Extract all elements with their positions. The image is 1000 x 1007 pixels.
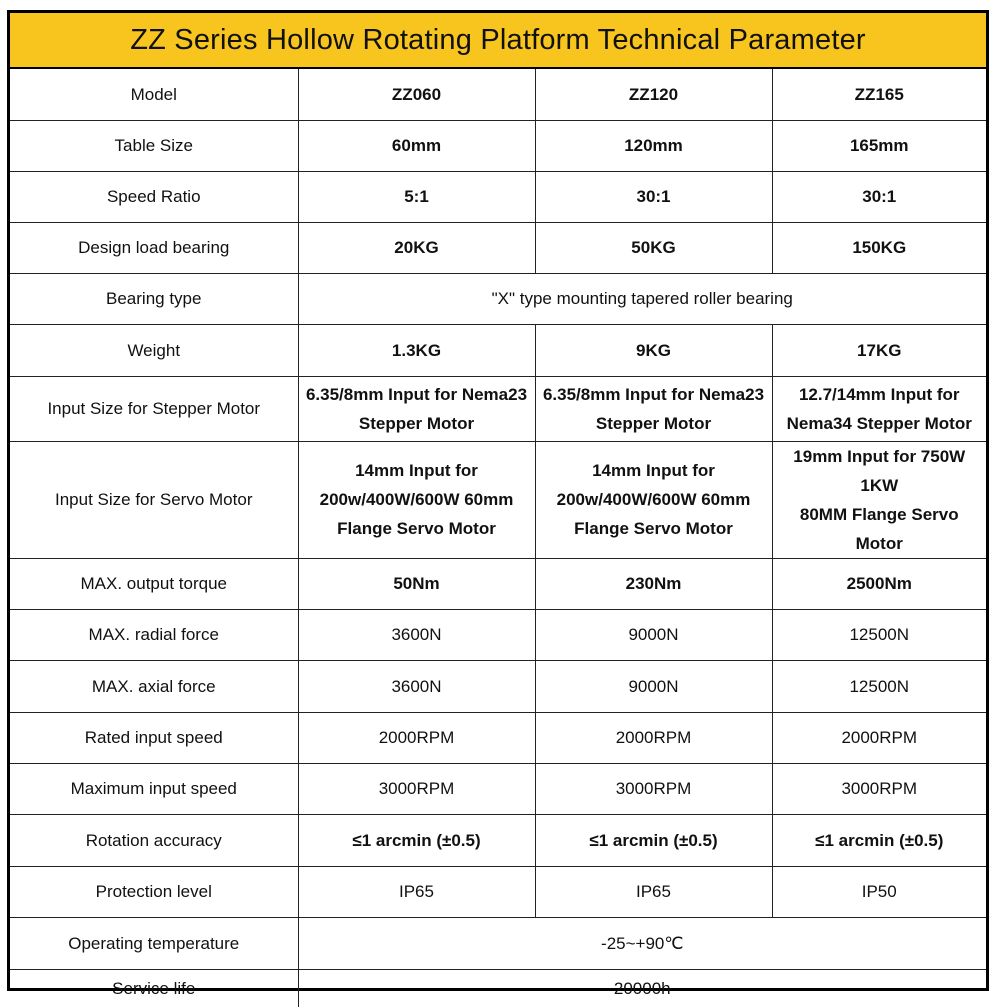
row-label: Protection level — [10, 866, 298, 917]
value-cell: 50Nm — [298, 558, 535, 609]
cell-line: Flange Servo Motor — [337, 519, 496, 538]
row-label: Bearing type — [10, 273, 298, 324]
table-row — [10, 609, 986, 660]
row-label: Weight — [10, 324, 298, 376]
row-label: Table Size — [10, 120, 298, 171]
value-cell: 3000RPM — [772, 763, 986, 814]
row-label: MAX. output torque — [10, 558, 298, 609]
cell-line: Nema34 Stepper Motor — [786, 413, 972, 433]
table-row — [10, 273, 986, 324]
page-title: ZZ Series Hollow Rotating Platform Technical Parameter — [10, 13, 986, 69]
value-cell: 120mm — [535, 120, 772, 171]
value-cell: ≤1 arcmin (±0.5) — [535, 814, 772, 866]
spec-sheet — [7, 10, 989, 998]
table-row — [10, 171, 986, 222]
spec-table — [10, 69, 986, 1007]
cell-line: 200w/400W/600W 60mm — [319, 490, 514, 509]
value-cell: IP65 — [535, 866, 772, 917]
table-row — [10, 324, 986, 376]
value-cell: 165mm — [772, 120, 986, 171]
model-cell: ZZ120 — [535, 69, 772, 120]
table-row — [10, 866, 986, 917]
value-cell — [298, 376, 535, 441]
row-label: Speed Ratio — [10, 171, 298, 222]
value-cell: 60mm — [298, 120, 535, 171]
row-label: Input Size for Stepper Motor — [10, 376, 298, 441]
value-cell: 17KG — [772, 324, 986, 376]
table-row — [10, 376, 986, 441]
value-cell: 2000RPM — [772, 712, 986, 763]
row-label: Maximum input speed — [10, 763, 298, 814]
value-cell: 2000RPM — [535, 712, 772, 763]
value-cell: 9000N — [535, 660, 772, 712]
cell-line: Stepper Motor — [595, 413, 712, 433]
value-cell: 12500N — [772, 660, 986, 712]
table-row — [10, 969, 986, 1007]
value-cell: 12500N — [772, 609, 986, 660]
table-row — [10, 917, 986, 969]
value-cell: 5:1 — [298, 171, 535, 222]
table-row — [10, 120, 986, 171]
value-cell: 30:1 — [772, 171, 986, 222]
row-label: Input Size for Servo Motor — [10, 441, 298, 558]
value-cell: 3600N — [298, 660, 535, 712]
cell-line: 80MM Flange Servo Motor — [799, 504, 959, 553]
cell-line: 200w/400W/600W 60mm — [556, 490, 751, 509]
table-row — [10, 712, 986, 763]
cell-line: Flange Servo Motor — [574, 519, 733, 538]
value-cell: 3000RPM — [535, 763, 772, 814]
value-cell: 3000RPM — [298, 763, 535, 814]
cell-line: Stepper Motor — [358, 413, 475, 433]
row-label: Rated input speed — [10, 712, 298, 763]
table-row — [10, 763, 986, 814]
table-row — [10, 441, 986, 558]
table-row — [10, 69, 986, 120]
value-cell: 50KG — [535, 222, 772, 273]
value-cell: 9KG — [535, 324, 772, 376]
cell-line: 6.35/8mm Input for Nema23 — [305, 384, 528, 404]
row-label: Design load bearing — [10, 222, 298, 273]
value-cell — [535, 441, 772, 558]
table-row — [10, 814, 986, 866]
row-label: Operating temperature — [10, 917, 298, 969]
cell-line: 6.35/8mm Input for Nema23 — [542, 384, 765, 404]
value-cell: 1.3KG — [298, 324, 535, 376]
row-label: Service life — [10, 969, 298, 1007]
value-cell: IP65 — [298, 866, 535, 917]
model-cell: ZZ165 — [772, 69, 986, 120]
value-cell: ≤1 arcmin (±0.5) — [298, 814, 535, 866]
model-cell: ZZ060 — [298, 69, 535, 120]
value-cell: 230Nm — [535, 558, 772, 609]
table-row — [10, 660, 986, 712]
value-cell: 30:1 — [535, 171, 772, 222]
value-cell — [535, 376, 772, 441]
value-cell: 20KG — [298, 222, 535, 273]
value-cell: ≤1 arcmin (±0.5) — [772, 814, 986, 866]
value-cell: "X" type mounting tapered roller bearing — [298, 273, 986, 324]
row-label: Model — [10, 69, 298, 120]
row-label: MAX. radial force — [10, 609, 298, 660]
value-cell — [772, 441, 986, 558]
cell-line: 19mm Input for 750W 1KW — [793, 446, 966, 495]
value-cell: 3600N — [298, 609, 535, 660]
value-cell: 9000N — [535, 609, 772, 660]
value-cell: -25~+90℃ — [298, 917, 986, 969]
value-cell: 2500Nm — [772, 558, 986, 609]
value-cell — [772, 376, 986, 441]
row-label: Rotation accuracy — [10, 814, 298, 866]
value-cell: 20000h — [298, 969, 986, 1007]
value-cell: 2000RPM — [298, 712, 535, 763]
row-label: MAX. axial force — [10, 660, 298, 712]
cell-line: 14mm Input for — [355, 461, 478, 480]
cell-line: 14mm Input for — [592, 461, 715, 480]
table-row — [10, 558, 986, 609]
cell-line: 12.7/14mm Input for — [798, 384, 960, 404]
value-cell: 150KG — [772, 222, 986, 273]
value-cell: IP50 — [772, 866, 986, 917]
value-cell — [298, 441, 535, 558]
table-row — [10, 222, 986, 273]
